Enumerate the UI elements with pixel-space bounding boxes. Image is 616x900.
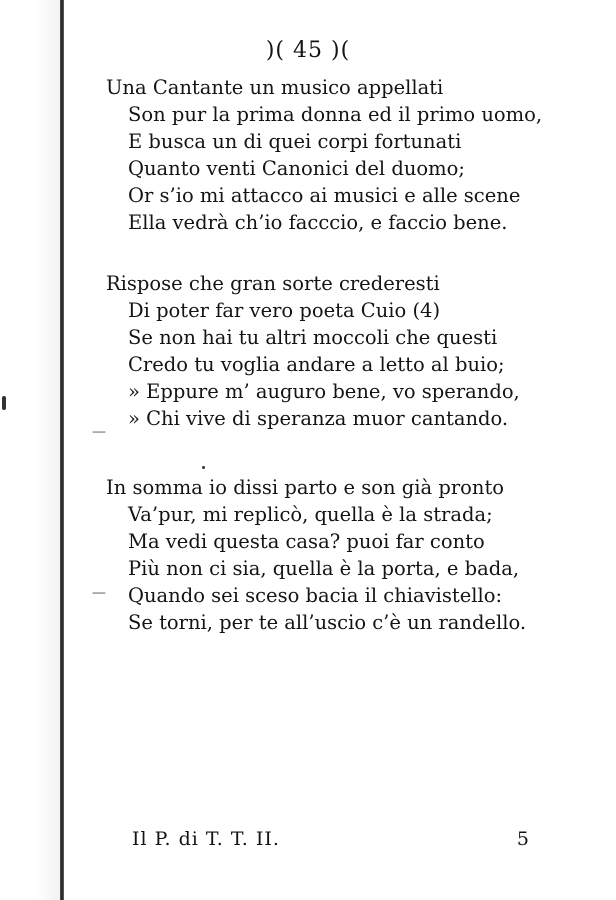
- verse-line: Ma vedi questa casa? puoi far conto: [128, 530, 485, 553]
- verse-line: » Chi vive di speranza muor cantando.: [128, 407, 509, 430]
- verse-line: Quando sei sceso bacia il chiavistello:: [128, 584, 503, 607]
- verse-line: Di poter far vero poeta Cuio (4): [128, 299, 441, 322]
- verse-line: Ella vedrà ch’io facccio, e faccio bene.: [128, 211, 508, 234]
- gutter-shadow: [0, 0, 60, 900]
- verse-line: E busca un di quei corpi fortunati: [128, 130, 462, 153]
- margin-tick: —: [92, 424, 106, 440]
- verse-line: » Eppure m’ auguro bene, vo sperando,: [128, 380, 520, 403]
- stanza-2: [106, 270, 586, 432]
- binding-gutter: [60, 0, 64, 900]
- verse-line: Son pur la prima donna ed il primo uomo,: [128, 103, 543, 126]
- stanza-1: [106, 74, 586, 236]
- verse-line: Se non hai tu altri moccoli che questi: [128, 326, 498, 349]
- verse-line: Quanto venti Canonici del duomo;: [128, 157, 465, 180]
- signature-mark: Il P. di T. T. II.: [132, 828, 280, 850]
- verse-line: Or s’io mi attacco ai musici e alle scene: [128, 184, 521, 207]
- margin-tick: —: [92, 585, 106, 601]
- verse-line: Va’pur, mi replicò, quella è la strada;: [128, 503, 493, 526]
- verse-line: Se torni, per te all’uscio c’è un randello.: [128, 611, 527, 634]
- verse-line: Rispose che gran sorte crederesti: [106, 272, 440, 295]
- header-right-mark: )(: [331, 38, 351, 63]
- verse-line: Più non ci sia, quella è la porta, e bada,: [128, 557, 520, 580]
- page-header: [0, 38, 616, 63]
- edge-mark: [2, 396, 6, 410]
- sheet-number: 5: [516, 828, 530, 850]
- stanza-3: [106, 474, 586, 636]
- verse-line: Una Cantante un musico appellati: [106, 76, 444, 99]
- verse-line: Credo tu voglia andare a letto al buio;: [128, 353, 505, 376]
- ink-dot: [202, 466, 205, 469]
- header-left-mark: )(: [265, 38, 285, 63]
- page-number: 45: [293, 38, 323, 63]
- verse-line: In somma io dissi parto e son già pronto: [106, 476, 505, 499]
